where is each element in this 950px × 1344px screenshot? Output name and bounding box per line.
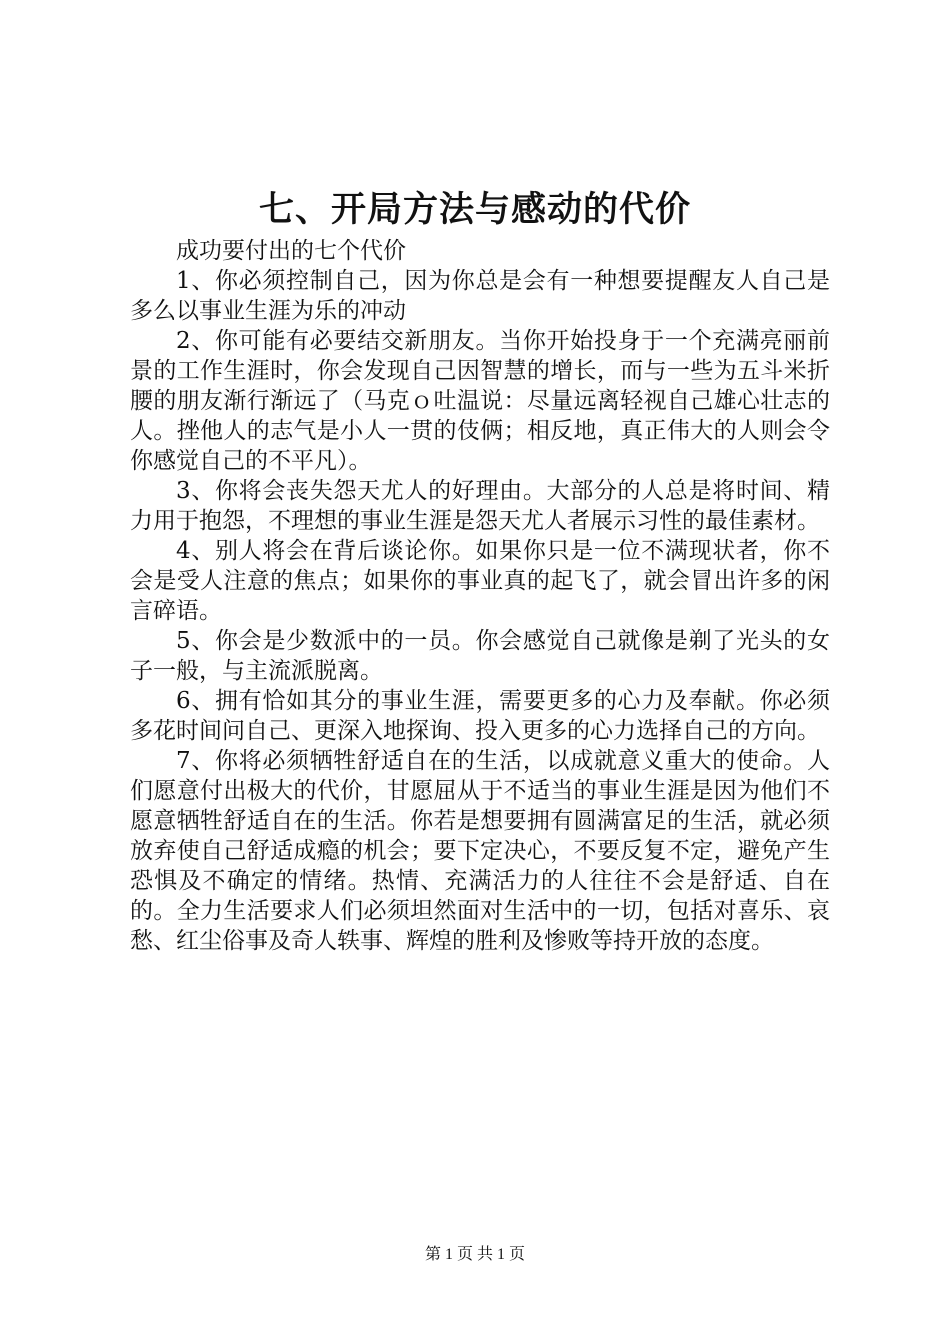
paragraph-5: 5、你会是少数派中的一员。你会感觉自己就像是剃了光头的女子一般，与主流派脱离。 <box>130 628 830 684</box>
paragraph-1: 1、你必须控制自己，因为你总是会有一种想要提醒友人自己是多么以事业生涯为乐的冲动 <box>130 268 830 324</box>
paragraph-6: 6、拥有恰如其分的事业生涯，需要更多的心力及奉献。你必须多花时间问自己、更深入地探询、投入更多的心力选择自己的方向。 <box>130 688 830 744</box>
paragraph-3: 3、你将会丧失怨天尤人的好理由。大部分的人总是将时间、精力用于抱怨，不理想的事业生涯是怨天尤人者展示习性的最佳素材。 <box>130 478 830 534</box>
paragraph-2: 2、你可能有必要结交新朋友。当你开始投身于一个充满亮丽前景的工作生涯时，你会发现自己因智慧的增长，而与一些为五斗米折腰的朋友渐行渐远了（马克ｏ吐温说：尽量远离轻视自己雄心壮志的人。挫他人的志气是小人一贯的伎俩；相反地，真正伟大的人则会令你感觉自己的不平凡）。 <box>130 328 830 474</box>
paragraph-7: 7、你将必须牺牲舒适自在的生活，以成就意义重大的使命。人们愿意付出极大的代价，甘愿屈从于不适当的事业生涯是因为他们不愿意牺牲舒适自在的生活。你若是想要拥有圆满富足的生活，就必须放弃使自己舒适成瘾的机会；要下定决心，不要反复不定，避免产生恐惧及不确定的情绪。热情、充满活力的人往往不会是舒适、自在的。全力生活要求人们必须坦然面对生活中的一切，包括对喜乐、哀愁、红尘俗事及奇人轶事、辉煌的胜利及惨败等持开放的态度。 <box>130 748 830 954</box>
document-body <box>130 236 830 956</box>
document-title: 七、开局方法与感动的代价 <box>258 189 691 230</box>
paragraph-4: 4、别人将会在背后谈论你。如果你只是一位不满现状者，你不会是受人注意的焦点；如果你的事业真的起飞了，就会冒出许多的闲言碎语。 <box>130 538 830 624</box>
document-subtitle: 成功要付出的七个代价 <box>176 238 406 264</box>
page-footer: 第 1 页 共 1 页 <box>424 1246 525 1263</box>
